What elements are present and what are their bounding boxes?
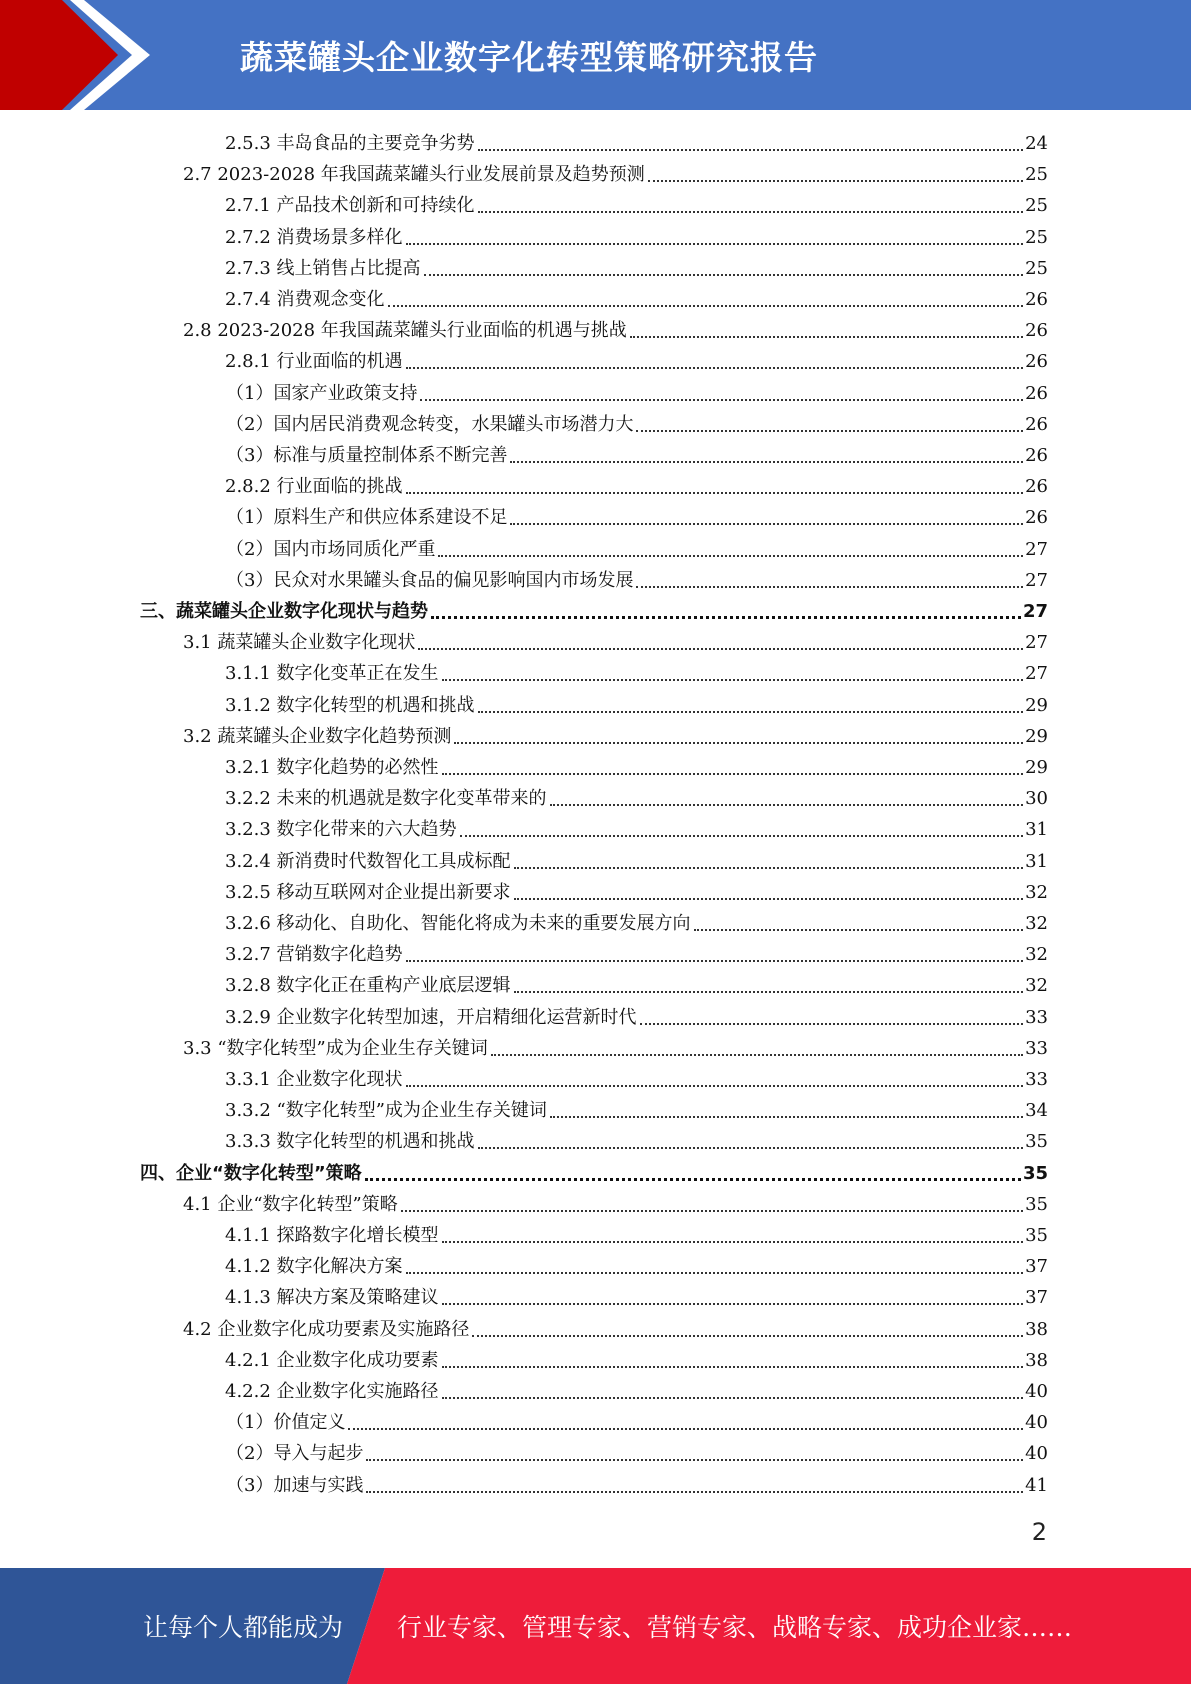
toc-dot-leader [636, 430, 1023, 432]
footer-slogan-left: 让每个人都能成为 [143, 1613, 344, 1642]
toc-entry-label: （1）国家产业政策支持 [226, 382, 418, 404]
toc-dot-leader [478, 711, 1024, 713]
toc-entry[interactable] [226, 409, 1048, 440]
toc-entry-page: 37 [1025, 1256, 1048, 1278]
toc-entry-page: 40 [1025, 1443, 1048, 1465]
toc-entry[interactable] [225, 471, 1048, 502]
toc-entry-page: 32 [1025, 881, 1048, 903]
toc-entry-page: 33 [1025, 1006, 1048, 1028]
toc-entry[interactable] [183, 721, 1048, 752]
toc-dot-leader [348, 1428, 1023, 1430]
toc-entry-label: （1）价值定义 [226, 1412, 346, 1434]
toc-entry-page: 37 [1025, 1287, 1048, 1309]
toc-entry[interactable] [226, 378, 1048, 409]
toc-entry-page: 34 [1025, 1100, 1048, 1122]
toc-entry[interactable] [225, 752, 1048, 783]
toc-dot-leader [510, 523, 1023, 525]
toc-dot-leader [366, 1491, 1023, 1493]
toc-dot-leader [406, 1272, 1024, 1274]
toc-entry-label: 3.1 蔬菜罐头企业数字化现状 [183, 632, 416, 654]
toc-entry-label: 4.2.1 企业数字化成功要素 [225, 1349, 439, 1371]
toc-dot-leader [550, 804, 1024, 806]
toc-entry-label: 4.1.3 解决方案及策略建议 [225, 1287, 439, 1309]
toc-entry-label: 3.2.5 移动互联网对企业提出新要求 [225, 881, 511, 903]
toc-entry-page: 27 [1025, 538, 1048, 560]
toc-dot-leader [442, 1241, 1024, 1243]
toc-entry[interactable] [226, 534, 1048, 565]
toc-dot-leader [406, 492, 1024, 494]
toc-entry-page: 35 [1022, 1162, 1048, 1184]
toc-entry-page: 26 [1025, 476, 1048, 498]
toc-entry-label: 2.8.1 行业面临的机遇 [225, 351, 403, 373]
toc-entry-label: 4.1.2 数字化解决方案 [225, 1256, 403, 1278]
toc-entry-label: 3.2.2 未来的机遇就是数字化变革带来的 [225, 788, 547, 810]
toc-entry-label: 三、蔬菜罐头企业数字化现状与趋势 [140, 601, 428, 622]
toc-dot-leader [694, 929, 1024, 931]
toc-dot-leader [514, 867, 1024, 869]
toc-entry-page: 25 [1025, 164, 1048, 186]
toc-dot-leader [478, 1147, 1024, 1149]
toc-entry-label: 3.3.3 数字化转型的机遇和挑战 [225, 1131, 475, 1153]
toc-entry[interactable] [225, 1064, 1048, 1095]
toc-dot-leader [491, 1054, 1023, 1056]
toc-entry-label: 3.2 蔬菜罐头企业数字化趋势预测 [183, 725, 452, 747]
toc-entry-page: 26 [1025, 445, 1048, 466]
toc-entry-label: 3.2.1 数字化趋势的必然性 [225, 757, 439, 778]
toc-entry-page: 35 [1025, 1225, 1048, 1246]
toc-dot-leader [420, 399, 1023, 401]
toc-entry-label: 4.2.2 企业数字化实施路径 [225, 1381, 439, 1402]
toc-entry[interactable] [225, 1002, 1048, 1033]
toc-entry-label: 3.2.6 移动化、自助化、智能化将成为未来的重要发展方向 [225, 913, 691, 934]
toc-entry[interactable] [225, 190, 1048, 221]
toc-entry[interactable] [225, 658, 1048, 689]
toc-entry-label: （1）原料生产和供应体系建设不足 [226, 507, 508, 529]
toc-entry-label: 2.7.2 消费场景多样化 [225, 226, 403, 248]
toc-entry[interactable] [225, 253, 1048, 284]
toc-entry-page: 25 [1025, 257, 1048, 279]
page-number: 2 [1031, 1518, 1047, 1546]
toc-dot-leader [648, 180, 1023, 182]
toc-entry[interactable] [225, 1095, 1048, 1126]
toc-entry-label: （3）民众对水果罐头食品的偏见影响国内市场发展 [226, 569, 634, 591]
toc-dot-leader [460, 835, 1024, 837]
toc-entry-page: 27 [1025, 569, 1048, 591]
toc-entry-page: 35 [1025, 1131, 1048, 1153]
toc-entry[interactable] [225, 284, 1048, 315]
toc-dot-leader [406, 960, 1024, 962]
toc-dot-leader [431, 616, 1021, 619]
toc-entry[interactable] [183, 627, 1048, 658]
toc-entry-label: 4.1 企业“数字化转型”策略 [183, 1193, 398, 1215]
toc-entry-page: 26 [1025, 382, 1048, 404]
toc-entry[interactable] [225, 1126, 1048, 1157]
toc-entry-page: 32 [1025, 975, 1048, 997]
toc-entry-label: 2.7.3 线上销售占比提高 [225, 257, 421, 279]
toc-entry-page: 27 [1025, 663, 1048, 685]
toc-dot-leader [442, 1397, 1024, 1399]
toc-entry-page: 38 [1025, 1349, 1048, 1371]
toc-entry-page: 25 [1025, 226, 1048, 248]
toc-dot-leader [406, 367, 1024, 369]
toc-entry-page: 29 [1025, 757, 1048, 778]
toc-dot-leader [406, 243, 1024, 245]
toc-entry-label: （2）国内市场同质化严重 [226, 538, 436, 560]
toc-dot-leader [510, 461, 1023, 463]
toc-dot-leader [514, 898, 1024, 900]
toc-entry[interactable] [225, 846, 1048, 877]
toc-dot-leader [406, 1085, 1024, 1087]
toc-dot-leader [454, 742, 1023, 744]
toc-entry[interactable] [183, 315, 1048, 346]
toc-entry[interactable] [225, 814, 1048, 845]
toc-entry-label: 3.2.3 数字化带来的六大趋势 [225, 819, 457, 841]
toc-entry-label: 2.7.1 产品技术创新和可持续化 [225, 195, 475, 217]
toc-dot-leader [514, 991, 1024, 993]
toc-entry[interactable] [225, 970, 1048, 1001]
toc-entry-label: 2.8.2 行业面临的挑战 [225, 476, 403, 498]
page-header [0, 0, 1191, 110]
footer-slogan-right: 行业专家、管理专家、营销专家、战略专家、成功企业家…… [397, 1613, 1073, 1642]
toc-entry[interactable] [225, 1220, 1048, 1251]
toc-entry-page: 25 [1025, 195, 1048, 217]
toc-entry[interactable] [225, 1251, 1048, 1282]
toc-dot-leader [640, 1023, 1024, 1025]
toc-entry-label: （3）加速与实践 [226, 1474, 364, 1496]
toc-entry[interactable] [225, 222, 1048, 253]
toc-entry[interactable] [226, 565, 1048, 596]
toc-entry-page: 27 [1022, 601, 1048, 622]
toc-entry[interactable] [225, 877, 1048, 908]
toc-dot-leader [438, 555, 1023, 557]
toc-entry-label: 3.1.2 数字化转型的机遇和挑战 [225, 694, 475, 716]
report-title: 蔬菜罐头企业数字化转型策略研究报告 [240, 37, 818, 77]
toc-entry-label: 3.2.4 新消费时代数智化工具成标配 [225, 850, 511, 872]
toc-entry-page: 29 [1025, 725, 1048, 747]
toc-entry-page: 31 [1025, 819, 1048, 841]
toc-dot-leader [442, 773, 1024, 775]
toc-entry-page: 31 [1025, 850, 1048, 872]
toc-dot-leader [630, 336, 1023, 338]
toc-entry[interactable] [140, 1158, 1048, 1189]
toc-dot-leader [550, 1116, 1023, 1118]
toc-entry[interactable] [183, 1189, 1048, 1220]
toc-entry-page: 40 [1025, 1412, 1048, 1434]
toc-entry[interactable] [225, 908, 1048, 939]
toc-entry-label: （3）标准与质量控制体系不断完善 [226, 445, 508, 466]
toc-entry[interactable] [183, 1314, 1048, 1345]
toc-entry[interactable] [225, 128, 1048, 159]
toc-entry-page: 33 [1025, 1037, 1048, 1059]
toc-entry[interactable] [226, 440, 1048, 471]
toc-entry[interactable] [183, 1033, 1048, 1064]
toc-entry-page: 26 [1025, 351, 1048, 373]
toc-dot-leader [478, 211, 1024, 213]
toc-entry[interactable] [225, 783, 1048, 814]
toc-entry-label: 4.2 企业数字化成功要素及实施路径 [183, 1318, 470, 1340]
toc-entry-page: 35 [1025, 1193, 1048, 1215]
toc-entry-page: 27 [1025, 632, 1048, 654]
toc-entry-label: 2.7 2023-2028 年我国蔬菜罐头行业发展前景及趋势预测 [183, 164, 645, 186]
toc-dot-leader [442, 1366, 1024, 1368]
toc-entry-page: 26 [1025, 413, 1048, 435]
toc-dot-leader [478, 149, 1024, 151]
toc-entry-label: 2.7.4 消费观念变化 [225, 289, 385, 310]
toc-entry-page: 26 [1025, 320, 1048, 342]
toc-entry-label: 四、企业“数字化转型”策略 [140, 1162, 362, 1184]
toc-entry[interactable] [226, 1407, 1048, 1438]
toc-entry-page: 24 [1025, 133, 1048, 154]
toc-dot-leader [636, 586, 1023, 588]
toc-entry[interactable] [226, 1438, 1048, 1469]
toc-dot-leader [365, 1178, 1021, 1181]
toc-entry-page: 29 [1025, 694, 1048, 716]
toc-entry[interactable] [225, 939, 1048, 970]
toc-entry[interactable] [225, 346, 1048, 377]
toc-entry[interactable] [225, 1282, 1048, 1313]
toc-entry-page: 40 [1025, 1381, 1048, 1402]
toc-entry-page: 33 [1025, 1069, 1048, 1090]
toc-entry[interactable] [183, 159, 1048, 190]
toc-dot-leader [442, 1303, 1024, 1305]
red-chevron-decoration [0, 0, 160, 110]
toc-entry-label: （2）导入与起步 [226, 1443, 364, 1465]
toc-entry[interactable] [225, 690, 1048, 721]
toc-entry-label: 3.3 “数字化转型”成为企业生存关键词 [183, 1037, 488, 1059]
toc-entry-label: 3.3.1 企业数字化现状 [225, 1069, 403, 1090]
toc-dot-leader [424, 274, 1024, 276]
toc-dot-leader [366, 1459, 1023, 1461]
toc-entry-page: 26 [1025, 289, 1048, 310]
toc-dot-leader [401, 1210, 1023, 1212]
toc-entry[interactable] [225, 1345, 1048, 1376]
toc-entry-label: 4.1.1 探路数字化增长模型 [225, 1225, 439, 1246]
toc-entry-label: 3.2.7 营销数字化趋势 [225, 944, 403, 966]
toc-entry-page: 26 [1025, 507, 1048, 529]
toc-entry[interactable] [226, 1470, 1048, 1501]
page-footer [0, 1568, 1191, 1684]
toc-entry[interactable] [140, 596, 1048, 627]
toc-dot-leader [442, 679, 1024, 681]
toc-entry[interactable] [225, 1376, 1048, 1407]
toc-dot-leader [418, 648, 1023, 650]
toc-entry[interactable] [226, 502, 1048, 533]
toc-entry-label: 2.5.3 丰岛食品的主要竞争劣势 [225, 133, 475, 154]
toc-entry-page: 38 [1025, 1318, 1048, 1340]
toc-entry-label: 2.8 2023-2028 年我国蔬菜罐头行业面临的机遇与挑战 [183, 320, 627, 342]
toc-entry-page: 30 [1025, 788, 1048, 810]
toc-entry-label: 3.1.1 数字化变革正在发生 [225, 663, 439, 685]
toc-entry-label: 3.2.8 数字化正在重构产业底层逻辑 [225, 975, 511, 997]
toc-dot-leader [388, 305, 1024, 307]
toc-entry-page: 41 [1025, 1474, 1048, 1496]
toc-entry-page: 32 [1025, 944, 1048, 966]
toc-entry-label: 3.2.9 企业数字化转型加速，开启精细化运营新时代 [225, 1006, 637, 1028]
toc-entry-label: （2）国内居民消费观念转变，水果罐头市场潜力大 [226, 413, 634, 435]
toc-entry-page: 32 [1025, 913, 1048, 934]
toc-entry-label: 3.3.2 “数字化转型”成为企业生存关键词 [225, 1100, 547, 1122]
toc-dot-leader [472, 1335, 1023, 1337]
